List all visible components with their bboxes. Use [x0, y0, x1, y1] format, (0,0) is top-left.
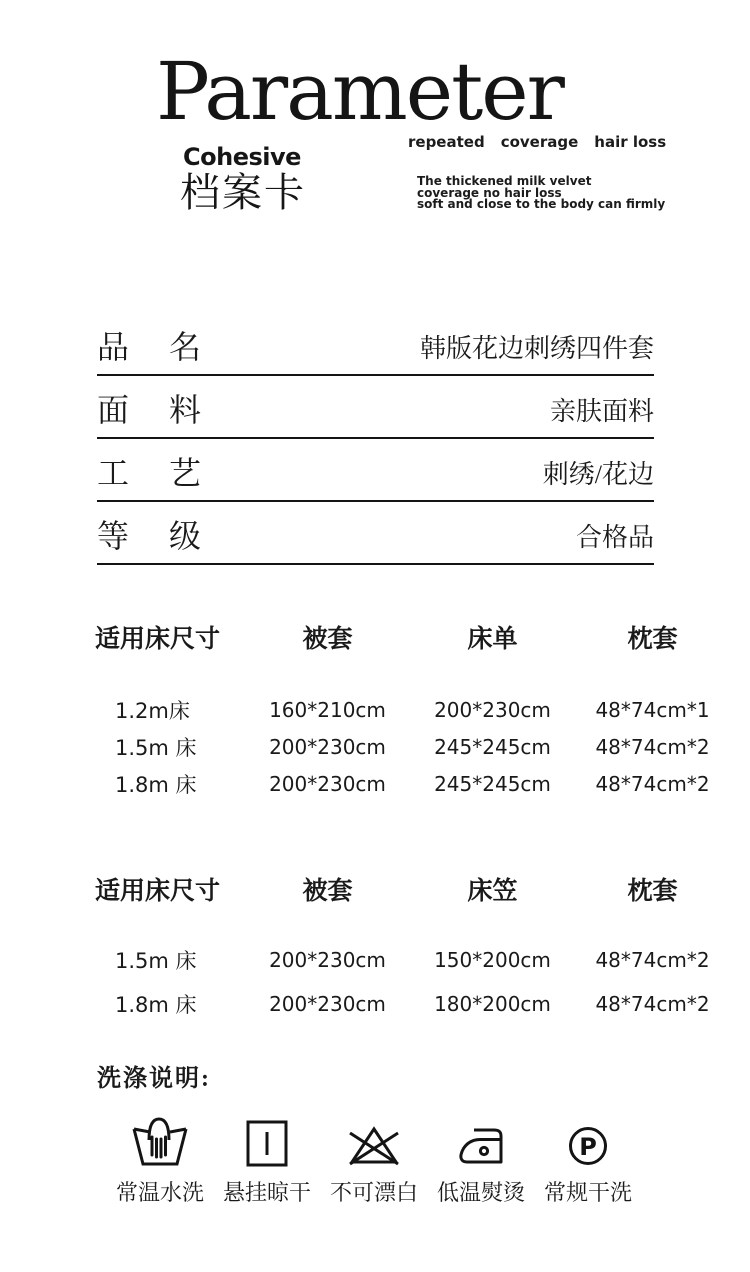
column-header: 床单	[467, 626, 518, 653]
hand-wash-icon	[130, 1115, 190, 1167]
care-label: 悬挂晾干	[222, 1180, 311, 1205]
hang-dry-icon	[246, 1115, 288, 1167]
fitted-sheet-cell: 180*200cm	[434, 992, 551, 1016]
sheet-cell: 200*230cm	[434, 697, 551, 722]
table-row	[95, 728, 740, 765]
care-label: 常规干洗	[543, 1180, 632, 1205]
subtitle-chinese: 档案卡	[180, 170, 306, 215]
spec-value: 亲肤面料	[549, 397, 654, 426]
bed-size-cell: 1.5m 床	[115, 735, 197, 760]
duvet-cover-cell: 200*230cm	[269, 948, 386, 972]
column-header: 被套	[302, 878, 353, 905]
table-row	[95, 938, 740, 982]
spec-row-craft	[97, 439, 654, 502]
no-bleach-icon	[347, 1115, 401, 1167]
pillowcase-cell: 48*74cm*2	[595, 992, 710, 1016]
bed-size-cell: 1.2m床	[115, 698, 190, 723]
description-line: The thickened milk velvet	[417, 174, 592, 188]
spec-value: 刺绣/花边	[542, 460, 654, 489]
spec-row-fabric	[97, 376, 654, 439]
spec-label: 面料	[97, 392, 242, 428]
table-row	[95, 691, 740, 728]
duvet-cover-cell: 160*210cm	[269, 697, 386, 722]
table-row	[95, 982, 740, 1026]
size-table-body	[95, 938, 740, 1026]
column-header: 适用床尺寸	[95, 878, 221, 905]
column-header: 床笠	[467, 878, 518, 905]
bed-size-cell: 1.8m 床	[115, 772, 197, 797]
care-instructions	[110, 1115, 638, 1207]
column-header: 枕套	[627, 626, 678, 653]
sheet-cell: 245*245cm	[434, 771, 551, 796]
care-item-hang-dry	[217, 1115, 317, 1207]
column-header: 被套	[302, 626, 353, 653]
keyword-strip	[408, 133, 666, 151]
keyword: hair loss	[594, 133, 667, 151]
size-table-fitted-sheet	[95, 874, 740, 1026]
size-table-header	[95, 874, 740, 910]
spec-label: 品名	[97, 329, 242, 365]
fitted-sheet-cell: 150*200cm	[434, 948, 551, 972]
spec-table	[97, 313, 654, 565]
pillowcase-cell: 48*74cm*2	[595, 948, 710, 972]
subtitle-english: Cohesive	[183, 143, 301, 171]
care-item-dry-clean	[538, 1115, 638, 1207]
description-line: soft and close to the body can firmly	[417, 197, 666, 211]
pillowcase-cell: 48*74cm*2	[595, 734, 710, 759]
spec-label: 工艺	[97, 455, 242, 491]
keyword: coverage	[500, 133, 579, 151]
care-label: 低温熨烫	[436, 1180, 525, 1205]
svg-text:P: P	[579, 1133, 597, 1161]
table-row	[95, 765, 740, 802]
page-title: Parameter	[156, 45, 563, 138]
spec-row-grade	[97, 502, 654, 565]
bed-size-cell: 1.8m 床	[115, 993, 197, 1017]
column-header: 枕套	[627, 878, 678, 905]
spec-value: 韩版花边刺绣四件套	[419, 334, 654, 363]
bed-size-cell: 1.5m 床	[115, 949, 197, 973]
spec-value: 合格品	[575, 523, 654, 552]
keyword: repeated	[408, 133, 485, 151]
spec-row-product-name	[97, 313, 654, 376]
duvet-cover-cell: 200*230cm	[269, 992, 386, 1016]
care-item-hand-wash	[110, 1115, 210, 1207]
duvet-cover-cell: 200*230cm	[269, 734, 386, 759]
spec-label: 等级	[97, 518, 242, 554]
care-item-low-iron	[431, 1115, 531, 1207]
pillowcase-cell: 48*74cm*2	[595, 771, 710, 796]
low-iron-icon	[457, 1115, 505, 1167]
size-table-flat-sheet	[95, 622, 740, 802]
dry-clean-icon	[567, 1115, 609, 1167]
care-section-title: 洗涤说明:	[97, 1066, 211, 1092]
duvet-cover-cell: 200*230cm	[269, 771, 386, 796]
care-label: 常温水洗	[115, 1180, 204, 1205]
pillowcase-cell: 48*74cm*1	[595, 697, 710, 722]
product-description	[417, 176, 665, 211]
sheet-cell: 245*245cm	[434, 734, 551, 759]
care-item-no-bleach	[324, 1115, 424, 1207]
column-header: 适用床尺寸	[95, 626, 221, 653]
size-table-header	[95, 622, 740, 658]
care-label: 不可漂白	[329, 1180, 418, 1205]
description-line: coverage no hair loss	[417, 185, 562, 200]
size-table-body	[95, 691, 740, 802]
